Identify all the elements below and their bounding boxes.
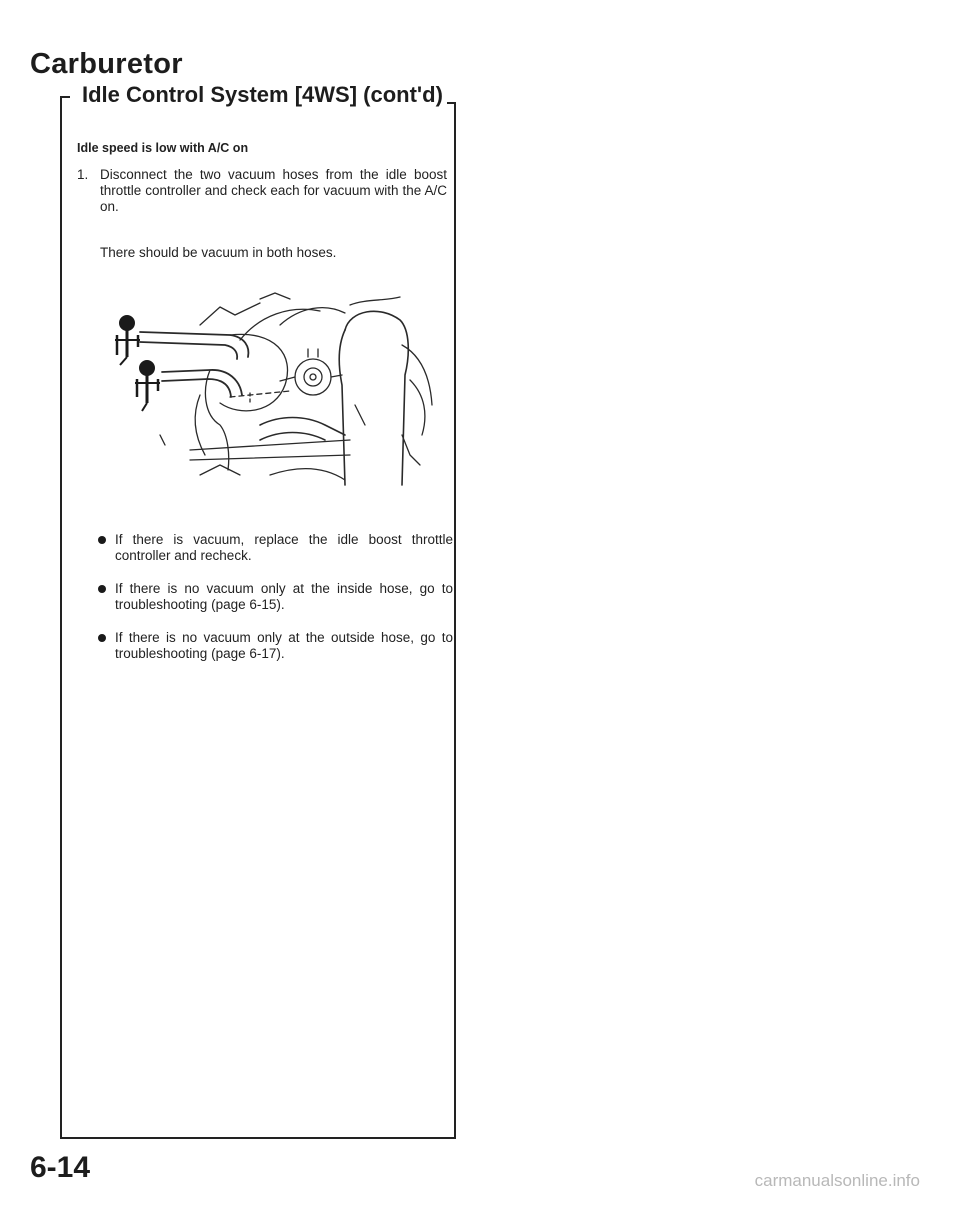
condition-heading: Idle speed is low with A/C on [77, 141, 249, 155]
bullet-icon [98, 634, 106, 642]
section-frame-bottom [60, 1137, 456, 1139]
step-text: Disconnect the two vacuum hoses from the idle boost throttle controller and check each for vacuum with the A/C on. [100, 167, 447, 214]
list-item [98, 581, 453, 613]
vacuum-hose-illustration [110, 285, 450, 495]
expected-result-note: There should be vacuum in both hoses. [100, 245, 337, 260]
bullet-icon [98, 585, 106, 593]
result-bullet-list [98, 532, 453, 679]
bullet-icon [98, 536, 106, 544]
list-item [98, 532, 453, 564]
engine-illustration-svg [110, 285, 450, 495]
vacuum-gauge-lower-icon [135, 361, 160, 411]
page-number: 6-14 [30, 1151, 91, 1184]
section-frame-tick-left [60, 96, 70, 98]
section-frame-right [454, 102, 456, 1139]
section-frame-left [60, 96, 62, 1139]
watermark-text: carmanualsonline.info [754, 1171, 920, 1190]
section-frame-tick-right [446, 102, 456, 104]
vacuum-gauge-upper-icon [115, 316, 140, 365]
bullet-text: If there is no vacuum only at the outside hose, go to troubleshooting (page 6-17). [115, 630, 453, 661]
bullet-text: If there is no vacuum only at the inside hose, go to troubleshooting (page 6-15). [115, 581, 453, 612]
step-number: 1. [77, 167, 89, 182]
list-item [98, 630, 453, 662]
section-title: Idle Control System [4WS] (cont'd) [78, 82, 447, 108]
page-title: Carburetor [30, 48, 183, 80]
bullet-text: If there is vacuum, replace the idle boost throttle controller and recheck. [115, 532, 453, 563]
step-1 [77, 167, 447, 215]
